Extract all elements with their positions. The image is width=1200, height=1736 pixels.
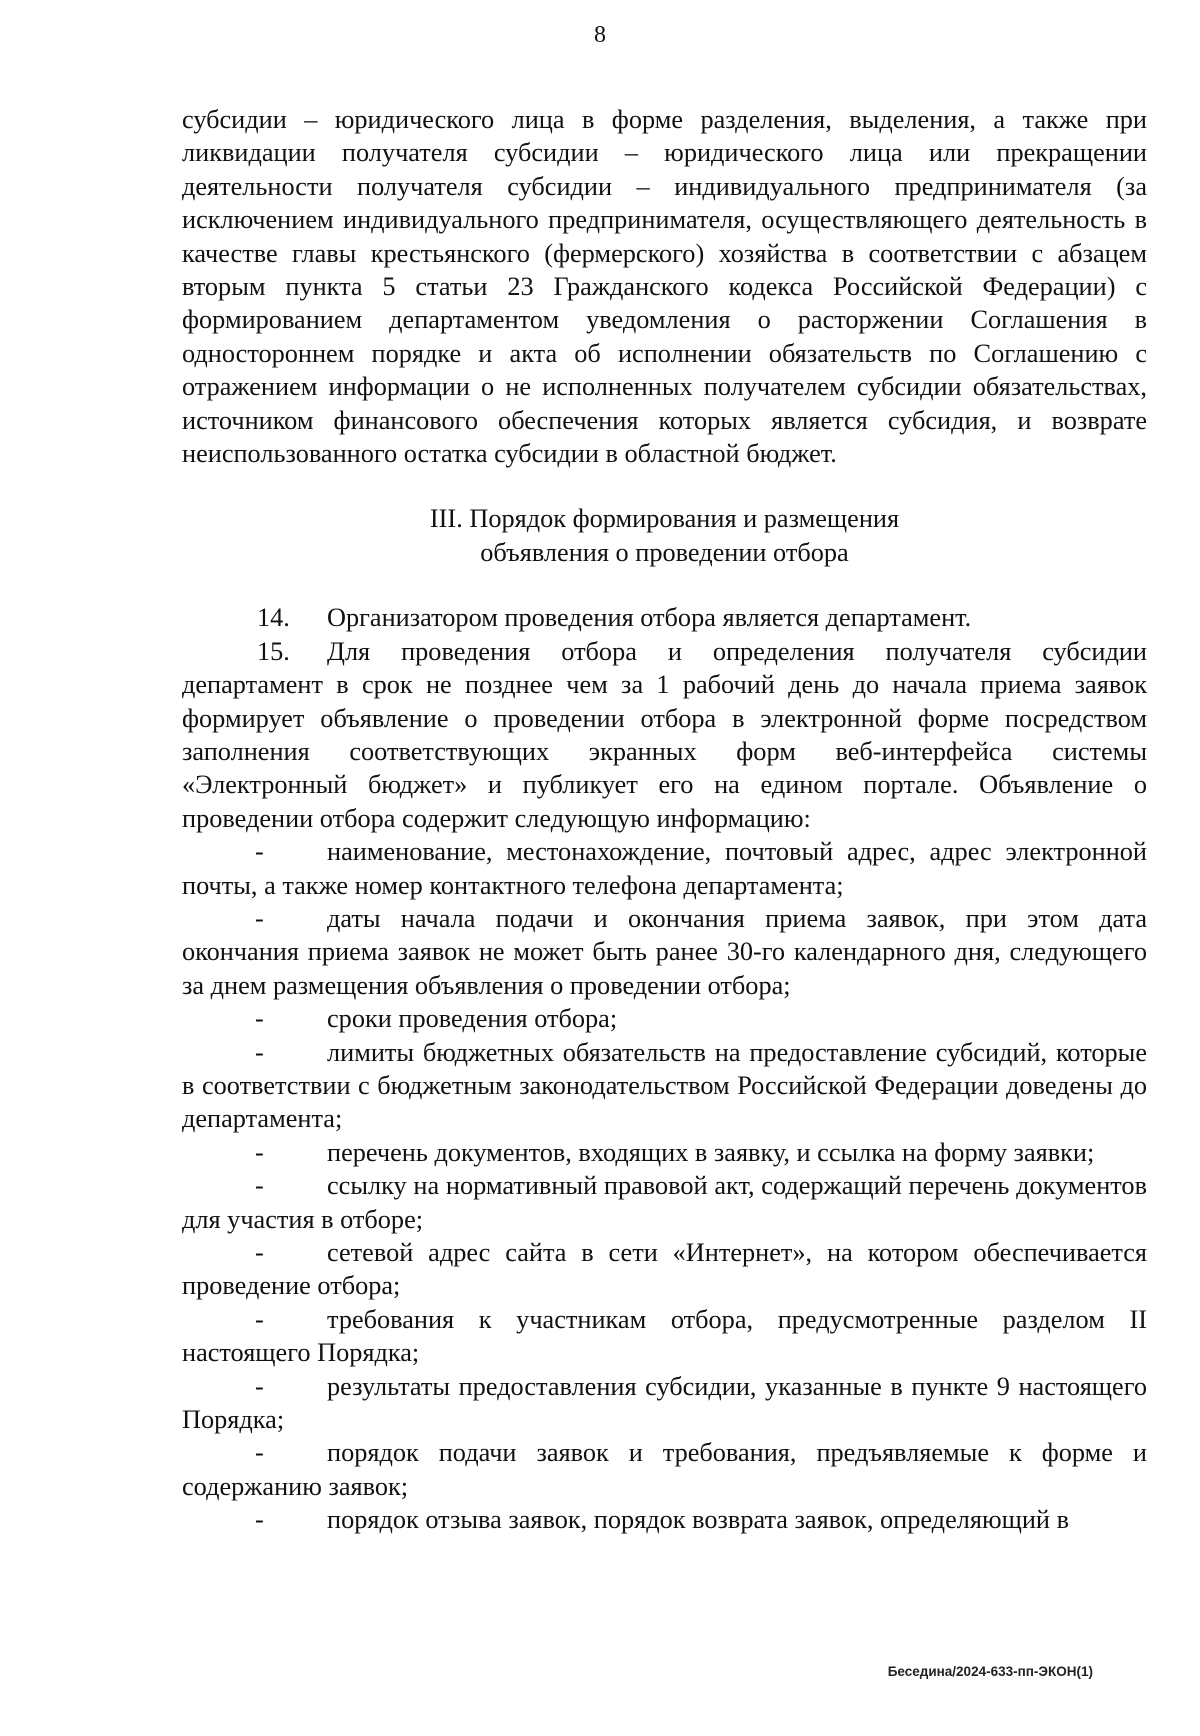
bullet-text: лимиты бюджетных обязательств на предоставление субсидий, которые в соответствии с бюджетным законодательством Российской Федерации доведены до департамента; bbox=[182, 1037, 1147, 1134]
bullet-text: даты начала подачи и окончания приема заявок, при этом дата окончания приема заявок не может быть ранее 30-го календарного дня, следующего за днем размещения объявления о проведении отбора; bbox=[182, 903, 1147, 1000]
bullet-item bbox=[182, 1169, 1147, 1236]
bullet-text: наименование, местонахождение, почтовый адрес, адрес электронной почты, а также номер контактного телефона департамента; bbox=[182, 837, 1147, 900]
page-number: 8 bbox=[594, 22, 606, 48]
numbered-item-14 bbox=[182, 601, 1147, 634]
bullet-item bbox=[182, 1036, 1147, 1136]
bullet-dash: - bbox=[255, 1037, 264, 1067]
bullet-dash: - bbox=[255, 1438, 264, 1468]
bullet-item bbox=[182, 1236, 1147, 1303]
section-heading-line-2: объявления о проведении отбора bbox=[480, 537, 849, 567]
bullet-dash: - bbox=[255, 1004, 264, 1034]
bullet-dash: - bbox=[255, 837, 264, 867]
bullet-item bbox=[182, 902, 1147, 1002]
intro-paragraph: субсидии – юридического лица в форме разделения, выделения, а также при ликвидации получателя субсидии – юридического лица или прекращении деятельности получателя субсидии – индивидуального предпринимателя (за исключением индивидуального предпринимателя, осуществляющего деятельность в качестве главы крестьянского (фермерского) хозяйства в соответствии с абзацем вторым пункта 5 статьи 23 Гражданского кодекса Российской Федерации) с формированием департаментом уведомления о расторжении Соглашения в одностороннем порядке и акта об исполнении обязательств по Соглашению с отражением информации о не исполненных получателем субсидии обязательствах, источником финансового обеспечения которых является субсидия, и возврате неиспользованного остатка субсидии в областной бюджет. bbox=[182, 105, 1147, 469]
document-registration-code: Беседина/2024-633-пп-ЭКОН(1) bbox=[887, 1664, 1093, 1679]
bullet-item bbox=[182, 1136, 1147, 1169]
document-body bbox=[182, 103, 1147, 1537]
bullet-text: порядок подачи заявок и требования, предъявляемые к форме и содержанию заявок; bbox=[182, 1438, 1147, 1501]
bullet-item bbox=[182, 1303, 1147, 1370]
bullet-dash: - bbox=[255, 1238, 264, 1267]
bullet-text: требования к участникам отбора, предусмотренные разделом II настоящего Порядка; bbox=[182, 1304, 1147, 1368]
item-text: Для проведения отбора и определения получателя субсидии департамент в срок не позднее чем за 1 рабочий день до начала приема заявок формирует объявление о проведении отбора в электронной форме посредством заполнения соответствующих экранных форм веб-интерфейса системы «Электронный бюджет» и публикует его на едином портале. Объявление о проведении отбора содержит следующую информацию: bbox=[182, 636, 1147, 833]
section-heading bbox=[182, 502, 1147, 569]
bullet-text: сетевой адрес сайта в сети «Интернет», на котором обеспечивается проведение отбора; bbox=[182, 1238, 1147, 1301]
bullet-text: результаты предоставления субсидии, указанные в пункте 9 настоящего Порядка; bbox=[182, 1371, 1147, 1435]
item-text: Организатором проведения отбора является департамент. bbox=[327, 603, 972, 633]
bullet-text: порядок отзыва заявок, порядок возврата заявок, определяющий в bbox=[327, 1505, 1069, 1535]
bullet-item bbox=[182, 1370, 1147, 1437]
bullet-dash: - bbox=[255, 1137, 264, 1167]
bullet-dash: - bbox=[255, 1505, 264, 1535]
bullet-item bbox=[182, 1436, 1147, 1503]
item-number: 15. bbox=[257, 636, 290, 666]
bullet-dash: - bbox=[255, 1171, 264, 1201]
bullet-text: перечень документов, входящих в заявку, и ссылка на форму заявки; bbox=[327, 1137, 1095, 1167]
bullet-dash: - bbox=[255, 903, 264, 933]
bullet-dash: - bbox=[255, 1371, 264, 1401]
bullet-item bbox=[182, 1503, 1147, 1536]
bullet-dash: - bbox=[255, 1304, 264, 1334]
bullet-text: сроки проведения отбора; bbox=[327, 1004, 618, 1034]
item-number: 14. bbox=[257, 603, 290, 633]
numbered-item-15 bbox=[182, 635, 1147, 835]
bullet-item bbox=[182, 1002, 1147, 1035]
bullet-text: ссылку на нормативный правовой акт, содержащий перечень документов для участия в отборе; bbox=[182, 1171, 1147, 1234]
section-heading-line-1: III. Порядок формирования и размещения bbox=[429, 504, 900, 534]
bullet-item bbox=[182, 835, 1147, 902]
